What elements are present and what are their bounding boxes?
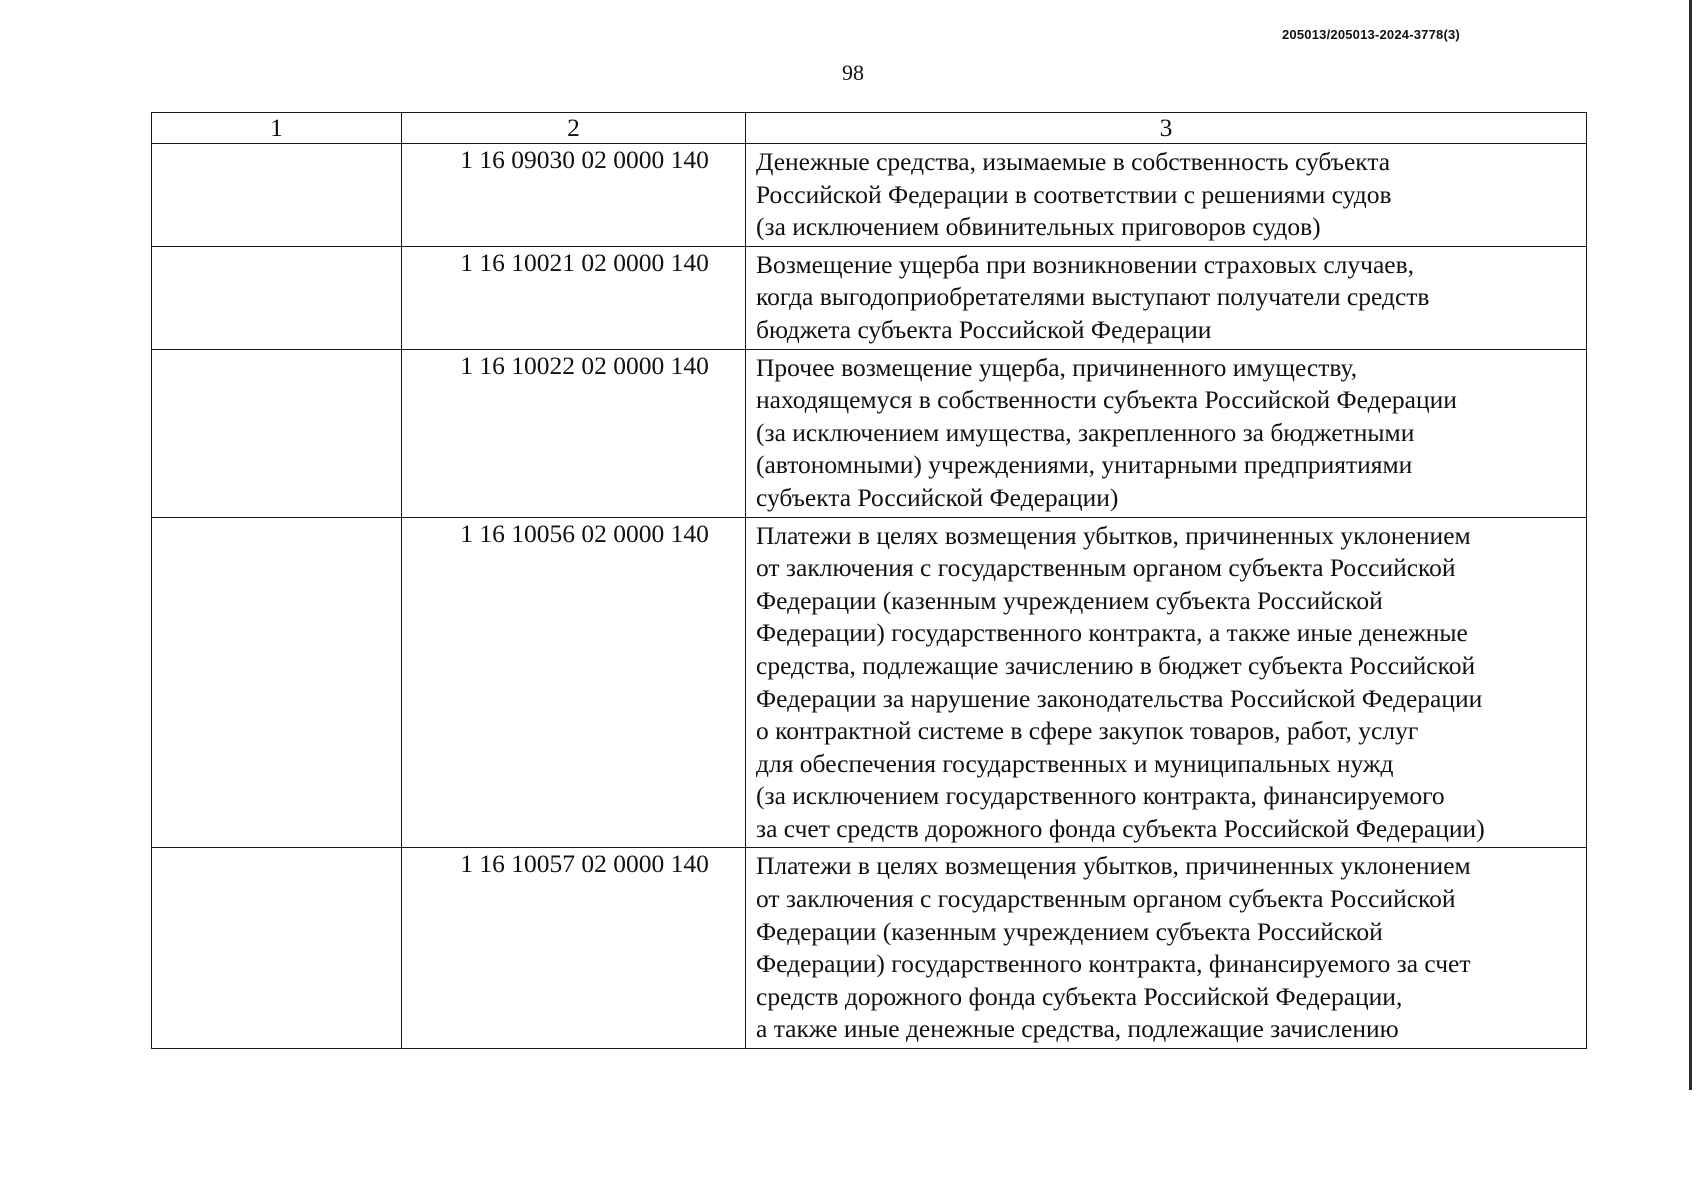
description-cell (746, 848, 1587, 1049)
row-col1-cell (152, 246, 402, 349)
code-cell (402, 246, 746, 349)
code-cell (402, 349, 746, 517)
description-cell (746, 144, 1587, 247)
page-number: 98 (842, 60, 864, 85)
description-line: (за исключением обвинительных приговоров судов) (756, 212, 1321, 242)
description-line: Федерации) государственного контракта, а также иные денежные (756, 618, 1468, 648)
description-line: (за исключением имущества, закрепленного за бюджетными (756, 417, 1415, 447)
description-line: когда выгодоприобретателями выступают получатели средств (756, 282, 1430, 312)
row-col1-cell (152, 517, 402, 848)
column-header-2: 2 (402, 113, 746, 144)
description-line: Федерации (казенным учреждением субъекта Российской (756, 585, 1383, 615)
description-line: за счет средств дорожного фонда субъекта Российской Федерации) (756, 813, 1485, 843)
row-col1-cell (152, 349, 402, 517)
description-line: Российской Федерации в соответствии с решениями судов (756, 179, 1392, 209)
code-cell (402, 848, 746, 1049)
description-line: (автономными) учреждениями, унитарными предприятиями (756, 450, 1413, 480)
budget-codes-table (151, 112, 1587, 1049)
budget-code: 1 16 10057 02 0000 140 (460, 849, 709, 879)
description-line: Федерации) государственного контракта, финансируемого за счет (756, 949, 1471, 979)
column-header-1: 1 (152, 113, 402, 144)
description-line: Платежи в целях возмещения убытков, причиненных уклонением (756, 520, 1471, 550)
budget-code: 1 16 09030 02 0000 140 (460, 145, 709, 174)
row-col1-cell (152, 848, 402, 1049)
budget-code: 1 16 10022 02 0000 140 (460, 350, 709, 380)
description-line: бюджета субъекта Российской Федерации (756, 314, 1212, 344)
description-line: Денежные средства, изымаемые в собственность субъекта (756, 147, 1391, 176)
description-line: Федерации за нарушение законодательства Российской Федерации (756, 683, 1483, 713)
row-col1-cell (152, 144, 402, 247)
description-line: находящемуся в собственности субъекта Российской Федерации (756, 385, 1457, 415)
description-line: субъекта Российской Федерации) (756, 482, 1119, 512)
budget-code: 1 16 10056 02 0000 140 (460, 518, 709, 548)
description-line: от заключения с государственным органом субъекта Российской (756, 553, 1456, 583)
table-row (152, 349, 1587, 517)
budget-code: 1 16 10021 02 0000 140 (460, 247, 709, 277)
description-line: Платежи в целях возмещения убытков, причиненных уклонением (756, 851, 1471, 881)
code-cell (402, 517, 746, 848)
table-row (152, 848, 1587, 1049)
scan-edge (1689, 0, 1692, 1090)
description-line: средства, подлежащие зачислению в бюджет субъекта Российской (756, 650, 1476, 680)
column-header-3: 3 (746, 113, 1587, 144)
description-cell (746, 349, 1587, 517)
description-line: а также иные денежные средства, подлежащие зачислению (756, 1014, 1399, 1044)
description-line: о контрактной системе в сфере закупок товаров, работ, услуг (756, 716, 1419, 746)
description-line: от заключения с государственным органом субъекта Российской (756, 884, 1456, 914)
description-cell (746, 517, 1587, 848)
description-line: Прочее возмещение ущерба, причиненного имуществу, (756, 352, 1358, 382)
description-line: (за исключением государственного контракта, финансируемого (756, 781, 1445, 811)
table-row (152, 517, 1587, 848)
table-row (152, 246, 1587, 349)
table-header-row (152, 113, 1587, 144)
description-cell (746, 246, 1587, 349)
description-line: средств дорожного фонда субъекта Российской Федерации, (756, 981, 1403, 1011)
code-cell (402, 144, 746, 247)
description-line: Федерации (казенным учреждением субъекта Российской (756, 916, 1383, 946)
table-row (152, 144, 1587, 247)
document-id: 205013/205013-2024-3778(3) (1282, 27, 1460, 42)
description-line: для обеспечения государственных и муниципальных нужд (756, 748, 1394, 778)
description-line: Возмещение ущерба при возникновении страховых случаев, (756, 249, 1415, 279)
